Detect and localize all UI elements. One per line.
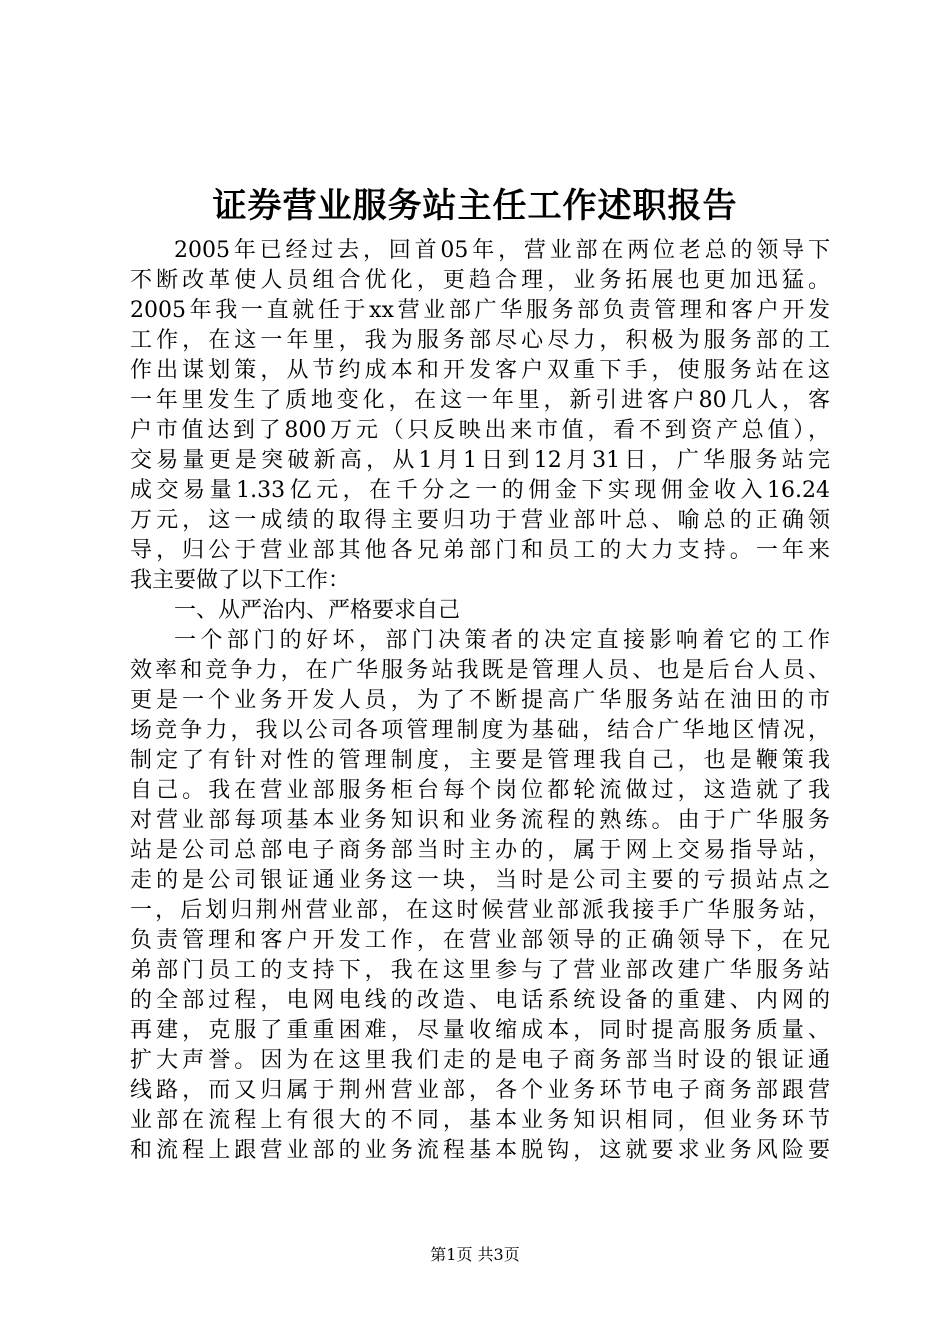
paragraph-line: 和流程上跟营业部的业务流程基本脱钩，这就要求业务风险要 — [130, 1138, 830, 1163]
paragraph-line: 工作，在这一年里，我为服务部尽心尽力，积极为服务部的工 — [130, 328, 830, 353]
paragraph-line: 2005年我一直就任于xx营业部广华服务部负责管理和客户开发 — [130, 298, 830, 323]
paragraph-line: 2005年已经过去，回首05年，营业部在两位老总的领导下 — [174, 238, 830, 263]
paragraph-line: 的全部过程，电网电线的改造、电话系统设备的重建、内网的 — [130, 988, 830, 1013]
paragraph-line: 我主要做了以下工作： — [130, 568, 351, 593]
paragraph-line: 业部在流程上有很大的不同，基本业务知识相同，但业务环节 — [130, 1108, 830, 1133]
paragraph-line: 万元，这一成绩的取得主要归功于营业部叶总、喻总的正确领 — [130, 508, 830, 533]
paragraph-line: 走的是公司银证通业务这一块，当时是公司主要的亏损站点之 — [130, 868, 830, 893]
paragraph-line: 更是一个业务开发人员，为了不断提高广华服务站在油田的市 — [130, 688, 830, 713]
paragraph-line: 不断改革使人员组合优化，更趋合理，业务拓展也更加迅猛。 — [130, 268, 830, 293]
paragraph-line: 扩大声誉。因为在这里我们走的是电子商务部当时设的银证通 — [130, 1048, 830, 1073]
paragraph-line: 再建，克服了重重困难，尽量收缩成本，同时提高服务质量、 — [130, 1018, 830, 1043]
paragraph-line: 对营业部每项基本业务知识和业务流程的熟练。由于广华服务 — [130, 808, 830, 833]
paragraph-line: 场竞争力，我以公司各项管理制度为基础，结合广华地区情况， — [130, 718, 830, 743]
paragraph-line: 一年里发生了质地变化，在这一年里，新引进客户80几人，客 — [130, 388, 830, 413]
paragraph-line: 效率和竞争力，在广华服务站我既是管理人员、也是后台人员、 — [130, 658, 830, 683]
document-title: 证券营业服务站主任工作述职报告 — [212, 186, 738, 226]
paragraph-line: 制定了有针对性的管理制度，主要是管理我自己，也是鞭策我 — [130, 748, 830, 773]
paragraph-line: 成交易量1.33亿元，在千分之一的佣金下实现佣金收入16.24 — [130, 478, 830, 503]
paragraph-line: 交易量更是突破新高，从1月1日到12月31日，广华服务站完 — [130, 448, 830, 473]
paragraph-line: 自己。我在营业部服务柜台每个岗位都轮流做过，这造就了我 — [130, 778, 830, 803]
paragraph-line: 弟部门员工的支持下，我在这里参与了营业部改建广华服务站 — [130, 958, 830, 983]
paragraph-line: 负责管理和客户开发工作，在营业部领导的正确领导下，在兄 — [130, 928, 830, 953]
paragraph-line: 线路，而又归属于荆州营业部，各个业务环节电子商务部跟营 — [130, 1078, 830, 1103]
paragraph-line: 作出谋划策，从节约成本和开发客户双重下手，使服务站在这 — [130, 358, 830, 383]
paragraph-line: 导，归公于营业部其他各兄弟部门和员工的大力支持。一年来 — [130, 538, 830, 563]
paragraph-line: 户市值达到了800万元（只反映出来市值，看不到资产总值）， — [130, 418, 830, 443]
section-heading: 一、从严治内、严格要求自己 — [174, 598, 461, 623]
paragraph-line: 一个部门的好坏，部门决策者的决定直接影响着它的工作 — [174, 628, 830, 653]
document-body — [130, 236, 830, 1166]
paragraph-line: 一，后划归荆州营业部，在这时候营业部派我接手广华服务站， — [130, 898, 830, 923]
paragraph-line: 站是公司总部电子商务部当时主办的，属于网上交易指导站， — [130, 838, 830, 863]
page-number-footer: 第1页 共3页 — [430, 1245, 520, 1264]
